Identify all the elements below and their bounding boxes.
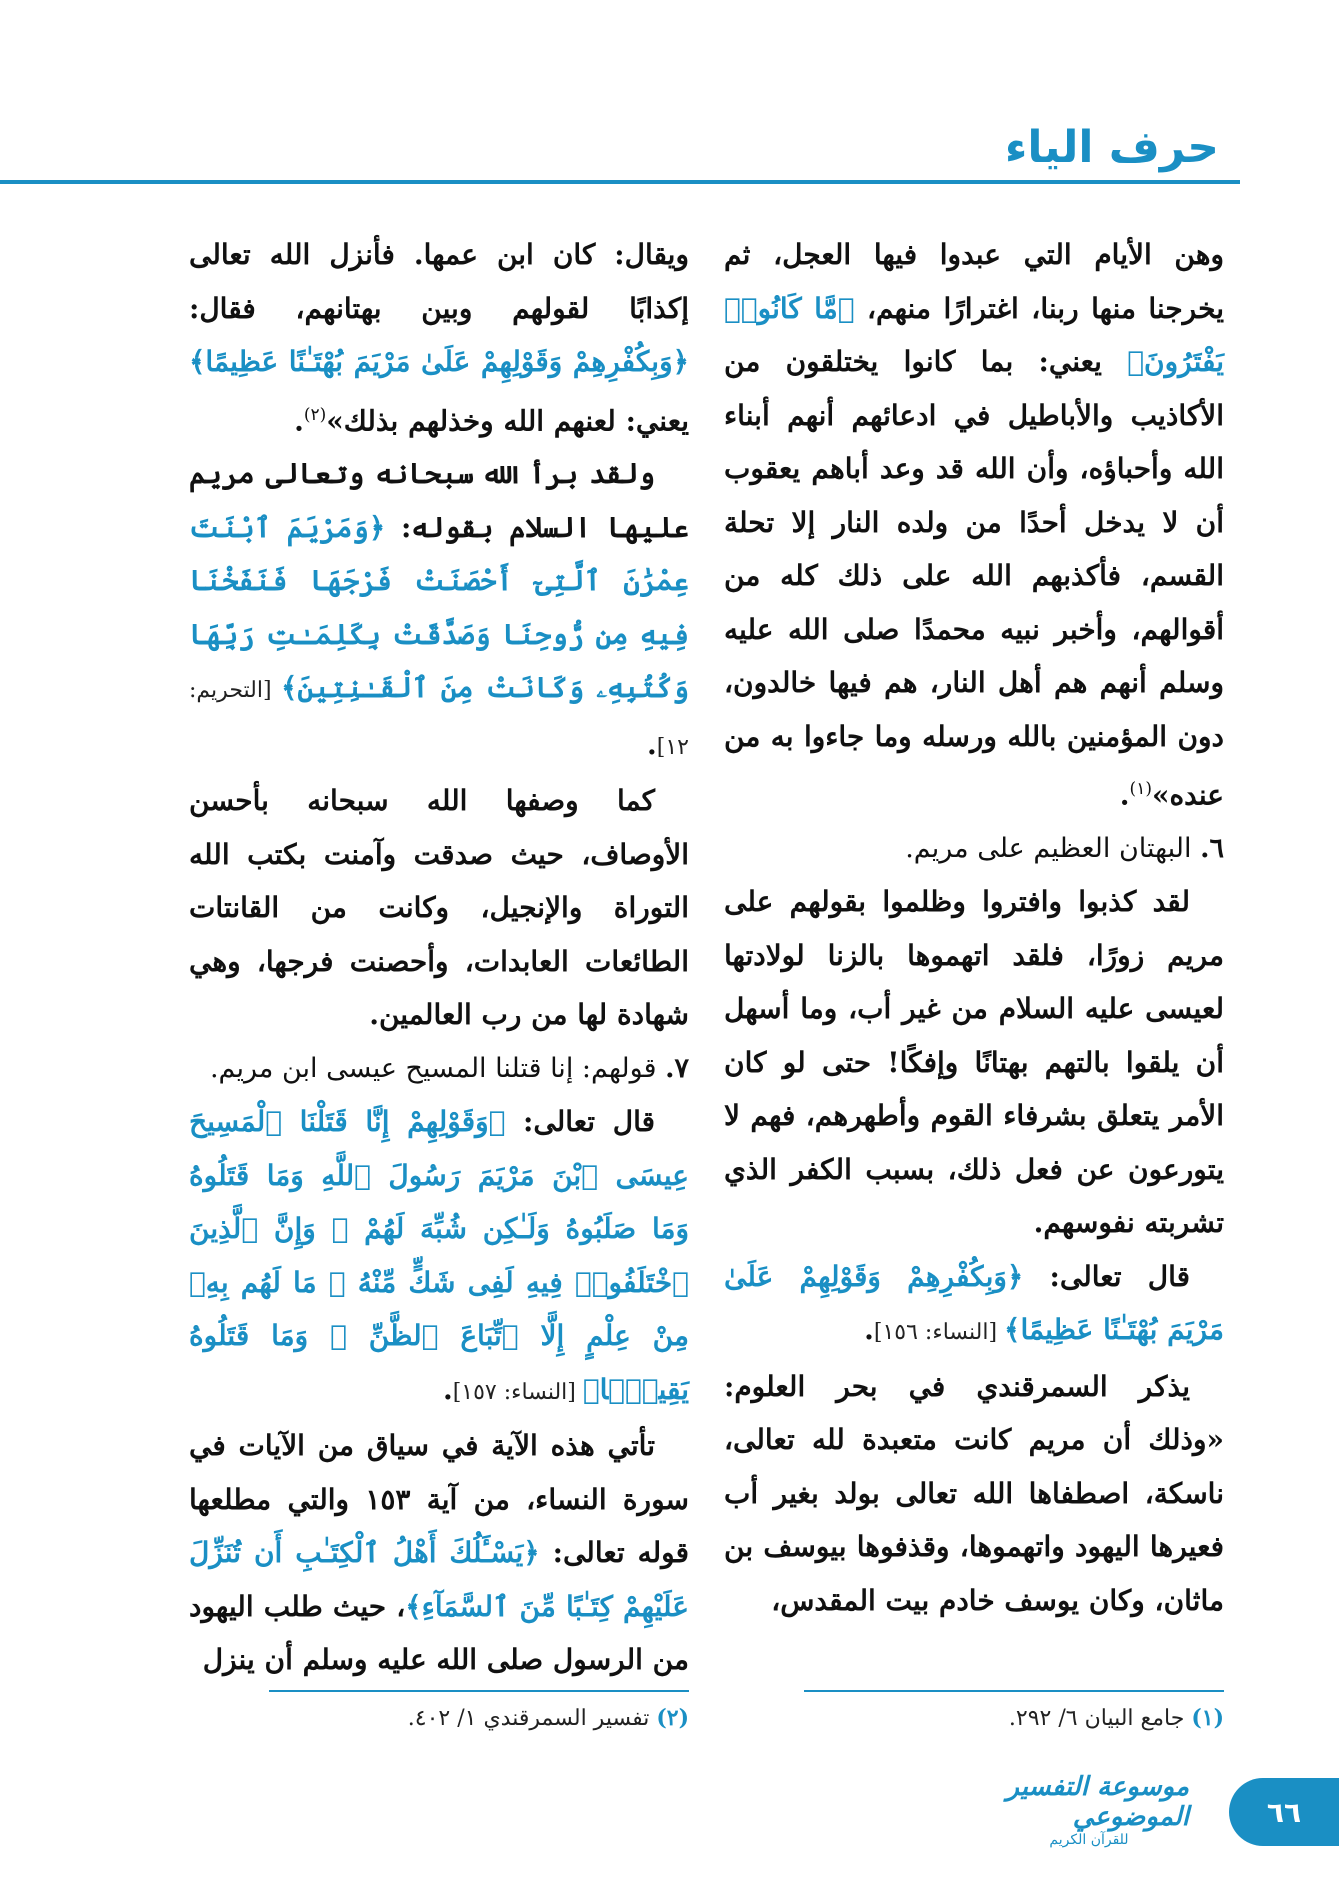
paragraph: ولقد برأ الله سبحانه وتعالى مريم عليها السلام بقوله: ﴿وَمَرْيَمَ ٱبْنَتَ عِمْرَٰنَ ٱلَّتِىٓ أَحْصَنَتْ فَرْجَهَا فَنَفَخْنَا فِيهِ مِن رُّوحِنَا وَصَدَّقَتْ بِكَلِمَـٰتِ رَبِّهَا وَكُتُبِهِۦ وَكَانَتْ مِنَ ٱلْقَـٰنِتِينَ﴾ [التحريم: ١٢]. bbox=[189, 457, 689, 761]
quran-verse: ﴿وَمَرْيَمَ ٱبْنَتَ عِمْرَٰنَ ٱلَّتِىٓ أَحْصَنَتْ فَرْجَهَا فَنَفَخْنَا فِيهِ مِن رُّوحِنَا وَصَدَّقَتْ بِكَلِمَـٰتِ رَبِّهَا وَكُتُبِهِۦ وَكَانَتْ مِنَ ٱلْقَـٰنِتِينَ﴾ bbox=[189, 510, 689, 705]
verse-reference: [النساء: ١٥٧] bbox=[452, 1379, 583, 1405]
verse-reference: [التحريم: ١٢] bbox=[189, 678, 689, 760]
paragraph: كما وصفها الله سبحانه بأحسن الأوصاف، حيث صدقت وآمنت بكتب الله التوراة والإنجيل، وكانت من القانتات الطائعات العابدات، وأحصنت فرجها، وهي شهادة لها من رب العالمين. bbox=[189, 784, 689, 1032]
paragraph: قال تعالى: ﴿وَقَوْلِهِمْ إِنَّا قَتَلْنَا ٱلْمَسِيحَ عِيسَى ٱبْنَ مَرْيَمَ رَسُولَ ٱللَّهِ وَمَا قَتَلُوهُ وَمَا صَلَبُوهُ وَلَـٰكِن شُبِّهَ لَهُمْ ۚ وَإِنَّ ٱلَّذِينَ ٱخْتَلَفُوا۟ فِيهِ لَفِى شَكٍّ مِّنْهُ ۚ مَا لَهُم بِهِۦ مِنْ عِلْمٍ إِلَّا ٱتِّبَاعَ ٱلظَّنِّ ۚ وَمَا قَتَلُوهُ يَقِينًۢا﴾ [النساء: ١٥٧]. bbox=[189, 1105, 689, 1406]
right-column bbox=[724, 228, 1224, 1627]
verse-reference: [النساء: ١٥٦] bbox=[873, 1320, 1005, 1346]
page-number: ٦٦ bbox=[1229, 1778, 1339, 1846]
section-heading: ٦. البهتان العظيم على مريم. bbox=[905, 832, 1224, 864]
paragraph: قال تعالى: ﴿وَبِكُفْرِهِمْ وَقَوْلِهِمْ عَلَىٰ مَرْيَمَ بُهْتَـٰنًا عَظِيمًا﴾ [النساء: ١٥٦]. bbox=[724, 1259, 1224, 1347]
section-heading: ٧. قولهم: إنا قتلنا المسيح عيسى ابن مريم. bbox=[209, 1052, 689, 1084]
quran-verse: ﴿وَقَوْلِهِمْ إِنَّا قَتَلْنَا ٱلْمَسِيحَ عِيسَى ٱبْنَ مَرْيَمَ رَسُولَ ٱللَّهِ وَمَا قَتَلُوهُ وَمَا صَلَبُوهُ وَلَـٰكِن شُبِّهَ لَهُمْ ۚ وَإِنَّ ٱلَّذِينَ ٱخْتَلَفُوا۟ فِيهِ لَفِى شَكٍّ مِّنْهُ ۚ مَا لَهُم بِهِۦ مِنْ عِلْمٍ إِلَّا ٱتِّبَاعَ ٱلظَّنِّ ۚ وَمَا قَتَلُوهُ يَقِينًۢا﴾ bbox=[189, 1105, 689, 1406]
left-column bbox=[189, 228, 689, 1687]
encyclopedia-logo: موسوعة التفسير الموضوعي للقرآن الكريم bbox=[1006, 1772, 1189, 1848]
quran-verse: ﴿وَبِكُفْرِهِمْ وَقَوْلِهِمْ عَلَىٰ مَرْيَمَ بُهْتَـٰنًا عَظِيمًا﴾ bbox=[724, 1259, 1224, 1347]
paragraph: لقد كذبوا وافتروا وظلموا بقولهم على مريم زورًا، فلقد اتهموها بالزنا لولادتها لعيسى عليه السلام من غير أب، وما أسهل أن يلقوا بالتهم بهتانًا وإفكًا! حتى لو كان الأمر يتعلق بشرفاء القوم وأطهرهم، فهم لا يتورعون عن فعل ذلك، بسبب الكفر الذي تشربته نفوسهم. bbox=[724, 885, 1224, 1240]
footnote: (١) جامع البيان ٦/ ٢٩٢. bbox=[1008, 1705, 1224, 1731]
paragraph: وهن الأيام التي عبدوا فيها العجل، ثم يخرجنا منها ربنا، اغترارًا منهم، ﴿مَّا كَانُوا۟ يَفْتَرُونَ﴾ يعني: بما كانوا يختلقون من الأكاذيب والأباطيل في ادعائهم أنهم أبناء الله وأحباؤه، وأن الله قد وعد أباهم يعقوب أن لا يدخل أحدًا من ولده النار إلا تحلة القسم، فأكذبهم الله على ذلك كله من أقوالهم، وأخبر نبيه محمدًا صلى الله عليه وسلم أنهم هم أهل النار، هم فيها خالدون، دون المؤمنين بالله ورسله وما جاءوا به من عنده»$^{(١)}$. bbox=[724, 238, 1225, 812]
paragraph: تأتي هذه الآية في سياق من الآيات في سورة النساء، من آية ١٥٣ والتي مطلعها قوله تعالى: ﴿يَسْـَٔلُكَ أَهْلُ ٱلْكِتَـٰبِ أَن تُنَزِّلَ عَلَيْهِمْ كِتَـٰبًا مِّنَ ٱلسَّمَآءِ﴾، حيث طلب اليهود من الرسول صلى الله عليه وسلم أن ينزل bbox=[189, 1429, 689, 1677]
chapter-title: حرف الياء bbox=[1004, 122, 1219, 173]
footnote-divider bbox=[804, 1690, 1224, 1692]
paragraph: يذكر السمرقندي في بحر العلوم: «وذلك أن مريم كانت متعبدة لله تعالى، ناسكة، اصطفاها الله تعالى بولد بغير أب فعيرها اليهود واتهموها، وقذفوها بيوسف بن ماثان، وكان يوسف خادم بيت المقدس، bbox=[724, 1369, 1224, 1617]
footnote-ref: (١) bbox=[1129, 779, 1152, 799]
paragraph: ويقال: كان ابن عمها. فأنزل الله تعالى إكذابًا لقولهم وبين بهتانهم، فقال: ﴿وَبِكُفْرِهِمْ وَقَوْلِهِمْ عَلَىٰ مَرْيَمَ بُهْتَـٰنًا عَظِيمًا﴾ يعني: لعنهم الله وخذلهم بذلك»$^{(٢)}$. bbox=[189, 238, 689, 437]
quran-verse: ﴿مَّا كَانُوا۟ يَفْتَرُونَ﴾ bbox=[724, 291, 1224, 378]
footnote: (٢) تفسير السمرقندي ١/ ٤٠٢. bbox=[407, 1705, 689, 1731]
quran-verse: ﴿وَبِكُفْرِهِمْ وَقَوْلِهِمْ عَلَىٰ مَرْيَمَ بُهْتَـٰنًا عَظِيمًا﴾ bbox=[189, 345, 689, 378]
footnote-ref: (٢) bbox=[303, 404, 327, 425]
quran-verse: ﴿يَسْـَٔلُكَ أَهْلُ ٱلْكِتَـٰبِ أَن تُنَزِّلَ عَلَيْهِمْ كِتَـٰبًا مِّنَ ٱلسَّمَآءِ﴾ bbox=[189, 1536, 689, 1623]
header-divider bbox=[0, 180, 1240, 184]
footnote-divider bbox=[269, 1690, 689, 1692]
